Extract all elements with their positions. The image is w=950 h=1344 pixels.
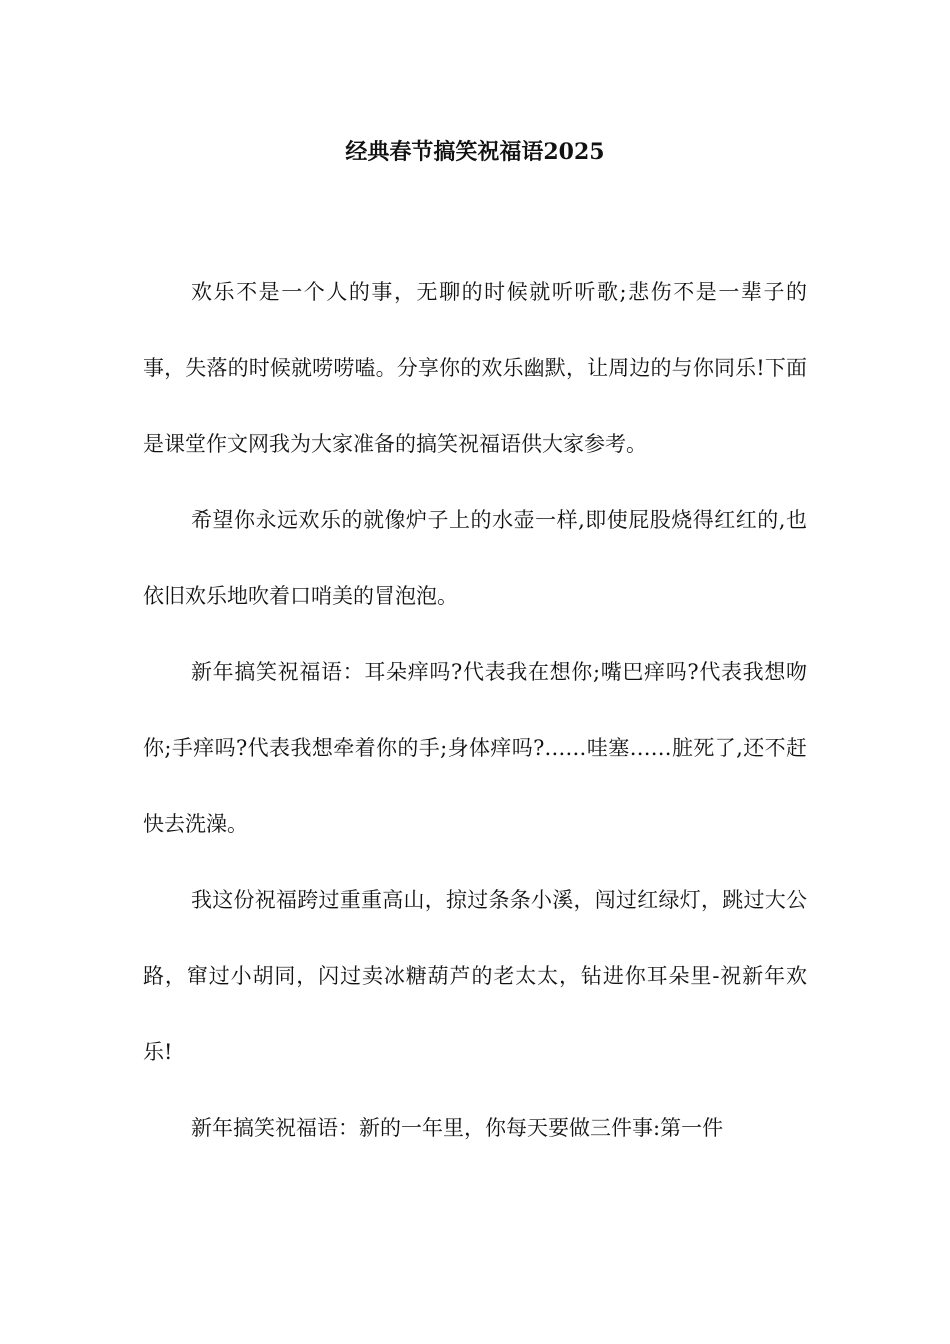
paragraph-three-things: 新年搞笑祝福语：新的一年里，你每天要做三件事:第一件 (191, 1116, 724, 1140)
document-title: 经典春节搞笑祝福语2025 (345, 139, 605, 165)
document-body (143, 254, 807, 1166)
paragraph-itchy: 新年搞笑祝福语：耳朵痒吗?代表我在想你;嘴巴痒吗?代表我想吻你;手痒吗?代表我想牵着你的手;身体痒吗?……哇塞……脏死了,还不赶快去洗澡。 (143, 660, 807, 836)
paragraph-intro: 欢乐不是一个人的事，无聊的时候就听听歌;悲伤不是一辈子的事，失落的时候就唠唠嗑。分享你的欢乐幽默，让周边的与你同乐!下面是课堂作文网我为大家准备的搞笑祝福语供大家参考。 (143, 280, 807, 456)
paragraph-kettle: 希望你永远欢乐的就像炉子上的水壶一样,即使屁股烧得红红的,也依旧欢乐地吹着口哨美的冒泡泡。 (143, 508, 807, 608)
paragraph-journey: 我这份祝福跨过重重高山，掠过条条小溪，闯过红绿灯，跳过大公路，窜过小胡同，闪过卖冰糖葫芦的老太太，钻进你耳朵里-祝新年欢乐! (143, 888, 807, 1064)
